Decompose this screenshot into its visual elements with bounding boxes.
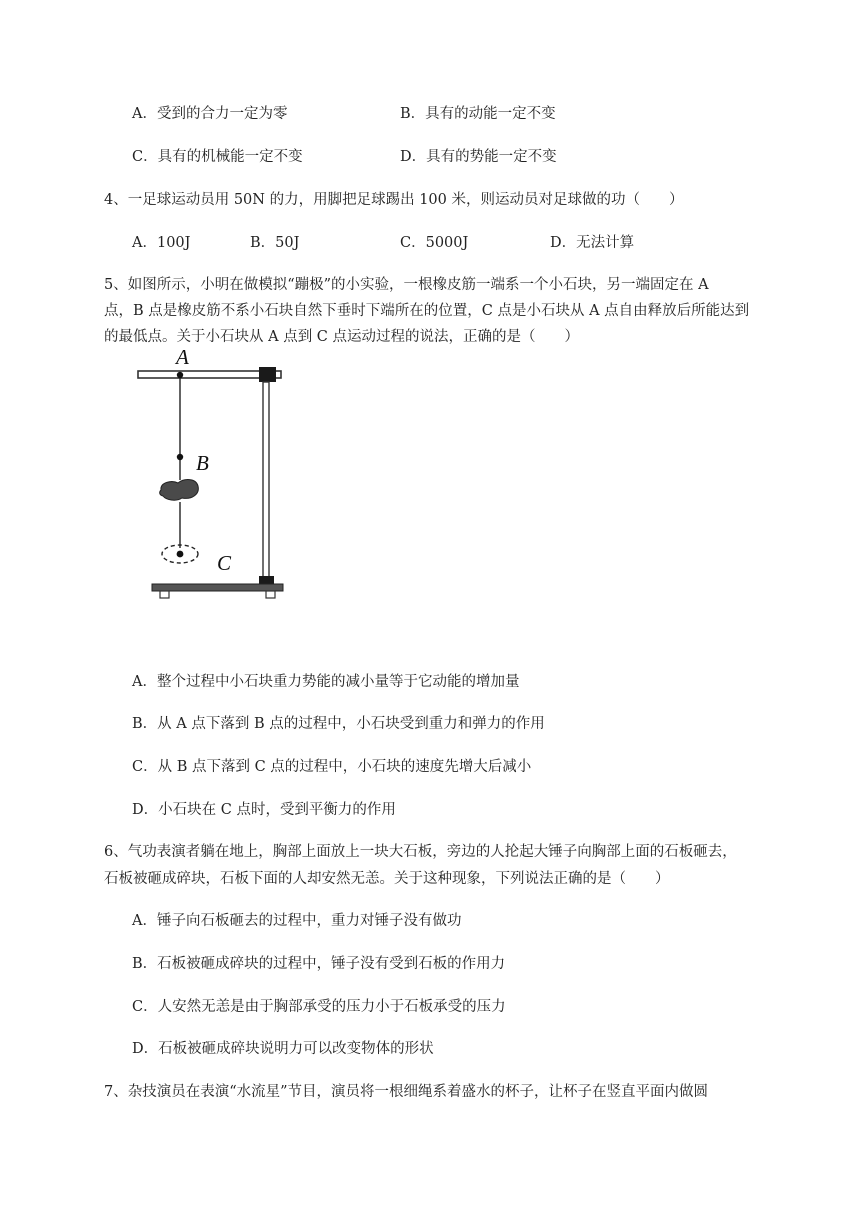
point-c-dot: [177, 551, 184, 558]
q6-option-a: A．锤子向石板砸去的过程中，重力对锤子没有做功: [132, 913, 462, 929]
base-foot-left: [160, 591, 169, 598]
q6-option-b: B．石板被砸成碎块的过程中，锤子没有受到石板的作用力: [132, 956, 506, 972]
q6-stem-line1: 6、气功表演者躺在地上，胸部上面放上一块大石板，旁边的人抡起大锤子向胸部上面的石板砸去，: [104, 844, 737, 860]
q5-stem-line2: 点，B 点是橡皮筋不系小石块自然下垂时下端所在的位置，C 点是小石块从 A 点自由释放后所能达到: [104, 303, 750, 319]
q3-option-d: D．具有的势能一定不变: [400, 149, 557, 165]
q5-option-d: D．小石块在 C 点时，受到平衡力的作用: [132, 802, 396, 818]
label-b: B: [196, 451, 209, 475]
q5-stem-line3: 的最低点。关于小石块从 A 点到 C 点运动过程的说法，正确的是（ ）: [104, 329, 579, 345]
point-b-dot: [177, 454, 183, 460]
q3-option-c: C．具有的机械能一定不变: [132, 149, 303, 165]
q4-option-b: B．50J: [250, 235, 300, 251]
q6-option-d: D．石板被砸成碎块说明力可以改变物体的形状: [132, 1041, 434, 1057]
base-plate: [152, 584, 283, 591]
q4-option-c: C．5000J: [400, 235, 469, 251]
q5-option-a: A．整个过程中小石块重力势能的减小量等于它动能的增加量: [132, 674, 520, 690]
q5-option-c: C．从 B 点下落到 C 点的过程中，小石块的速度先增大后减小: [132, 759, 532, 775]
q6-option-c: C．人安然无恙是由于胸部承受的压力小于石板承受的压力: [132, 999, 506, 1015]
top-clamp: [259, 367, 276, 382]
q4-stem: 4、一足球运动员用 50N 的力，用脚把足球踢出 100 米，则运动员对足球做的功（ ）: [104, 192, 684, 208]
point-a-dot: [177, 372, 183, 378]
q6-stem-line2: 石板被砸成碎块，石板下面的人却安然无恙。关于这种现象，下列说法正确的是（ ）: [104, 871, 670, 887]
vertical-post: [263, 382, 269, 582]
label-c: C: [217, 551, 232, 575]
q4-option-a: A．100J: [132, 235, 191, 251]
base-foot-right: [266, 591, 275, 598]
bungee-figure: [136, 340, 296, 604]
q3-option-b: B．具有的动能一定不变: [400, 106, 556, 122]
q5-stem-line1: 5、如图所示，小明在做模拟“蹦极”的小实验，一根橡皮筋一端系一个小石块，另一端固定在 A: [104, 277, 709, 293]
stone-shape: [160, 480, 199, 501]
label-a: A: [176, 345, 189, 369]
q4-option-d: D．无法计算: [550, 235, 635, 251]
q7-stem-line1: 7、杂技演员在表演“水流星”节目，演员将一根细绳系着盛水的杯子，让杯子在竖直平面内做圆: [104, 1084, 709, 1100]
q5-option-b: B．从 A 点下落到 B 点的过程中，小石块受到重力和弹力的作用: [132, 716, 545, 732]
q3-option-a: A．受到的合力一定为零: [132, 106, 288, 122]
